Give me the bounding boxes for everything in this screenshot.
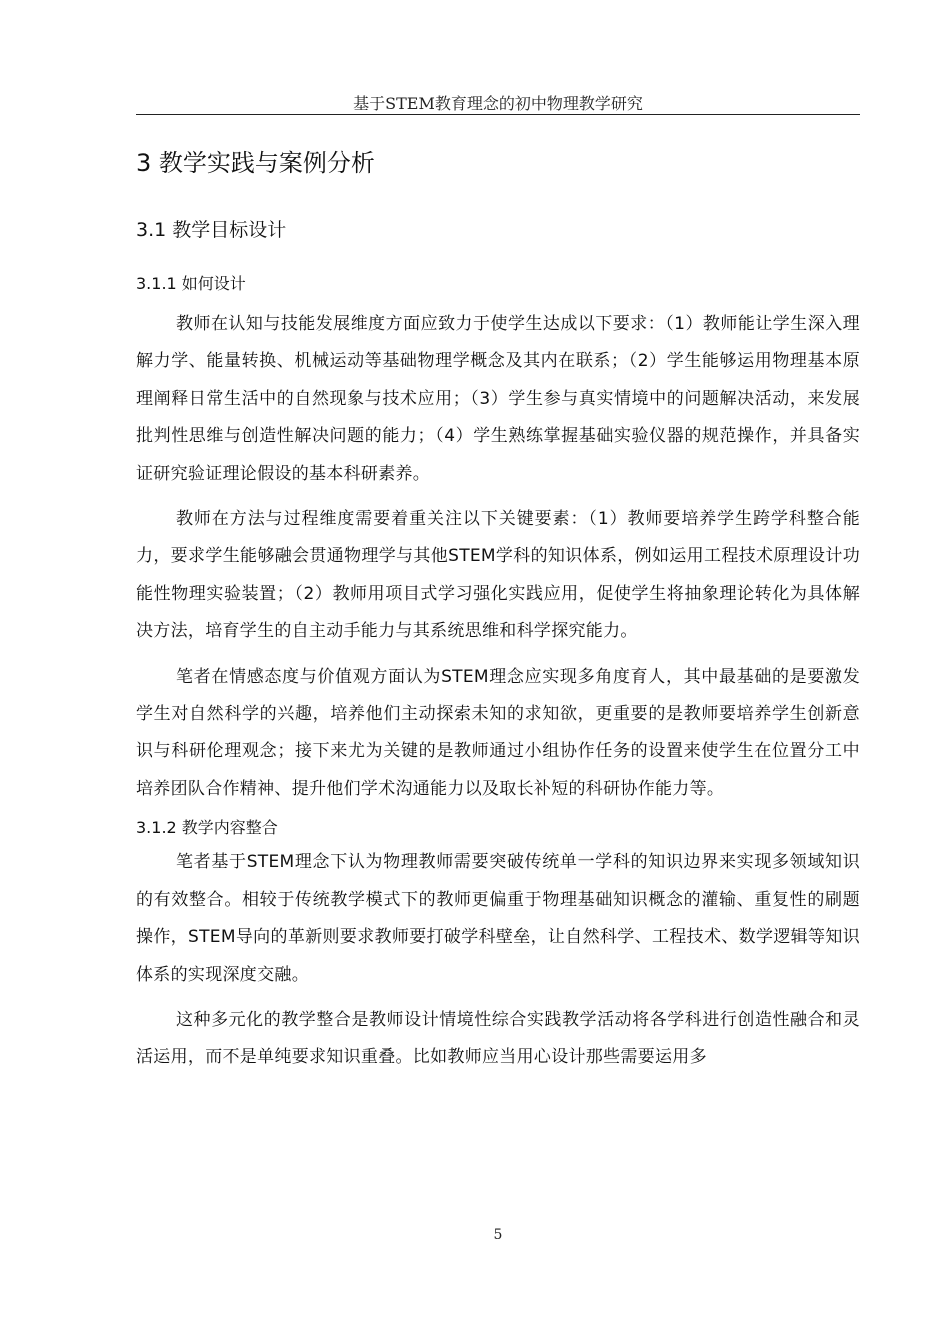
running-header-title: 基于STEM教育理念的初中物理教学研究 xyxy=(353,94,643,113)
subsection-heading-3-1-2: 3.1.2 教学内容整合 xyxy=(136,818,278,838)
body-paragraph: 笔者在情感态度与价值观方面认为STEM理念应实现多角度育人，其中最基础的是要激发学生对自然科学的兴趣，培养他们主动探索未知的求知欲，更重要的是教师要培养学生创新意识与科研伦理观念；接下来尤为关键的是教师通过小组协作任务的设置来使学生在位置分工中培养团队合作精神、提升他们学术沟通能力以及取长补短的科研协作能力等。 xyxy=(136,666,860,799)
body-paragraph: 教师在认知与技能发展维度方面应致力于使学生达成以下要求：（1）教师能让学生深入理解力学、能量转换、机械运动等基础物理学概念及其内在联系；（2）学生能够运用物理基本原理阐释日常生活中的自然现象与技术应用；（3）学生参与真实情境中的问题解决活动，来发展批判性思维与创造性解决问题的能力；（4）学生熟练掌握基础实验仪器的规范操作，并具备实证研究验证理论假设的基本科研素养。 xyxy=(136,314,860,484)
page-body xyxy=(136,140,860,1085)
body-paragraph: 这种多元化的教学整合是教师设计情境性综合实践教学活动将各学科进行创造性融合和灵活运用，而不是单纯要求知识重叠。比如教师应当用心设计那些需要运用多 xyxy=(136,1009,860,1068)
page-number: 5 xyxy=(493,1227,503,1243)
subsection-heading-3-1-1: 3.1.1 如何设计 xyxy=(136,274,246,293)
section-heading: 3.1 教学目标设计 xyxy=(136,219,287,241)
body-paragraph: 笔者基于STEM理念下认为物理教师需要突破传统单一学科的知识边界来实现多领域知识的有效整合。相较于传统教学模式下的教师更偏重于物理基础知识概念的灌输、重复性的刷题操作，STEM导向的革新则要求教师要打破学科壁垒，让自然科学、工程技术、数学逻辑等知识体系的实现深度交融。 xyxy=(136,852,860,985)
header-rule xyxy=(136,114,860,115)
body-paragraph: 教师在方法与过程维度需要着重关注以下关键要素：（1）教师要培养学生跨学科整合能力，要求学生能够融会贯通物理学与其他STEM学科的知识体系，例如运用工程技术原理设计功能性物理实验装置；（2）教师用项目式学习强化实践应用，促使学生将抽象理论转化为具体解决方法，培育学生的自主动手能力与其系统思维和科学探究能力。 xyxy=(136,509,860,642)
chapter-heading: 3 教学实践与案例分析 xyxy=(136,149,375,177)
